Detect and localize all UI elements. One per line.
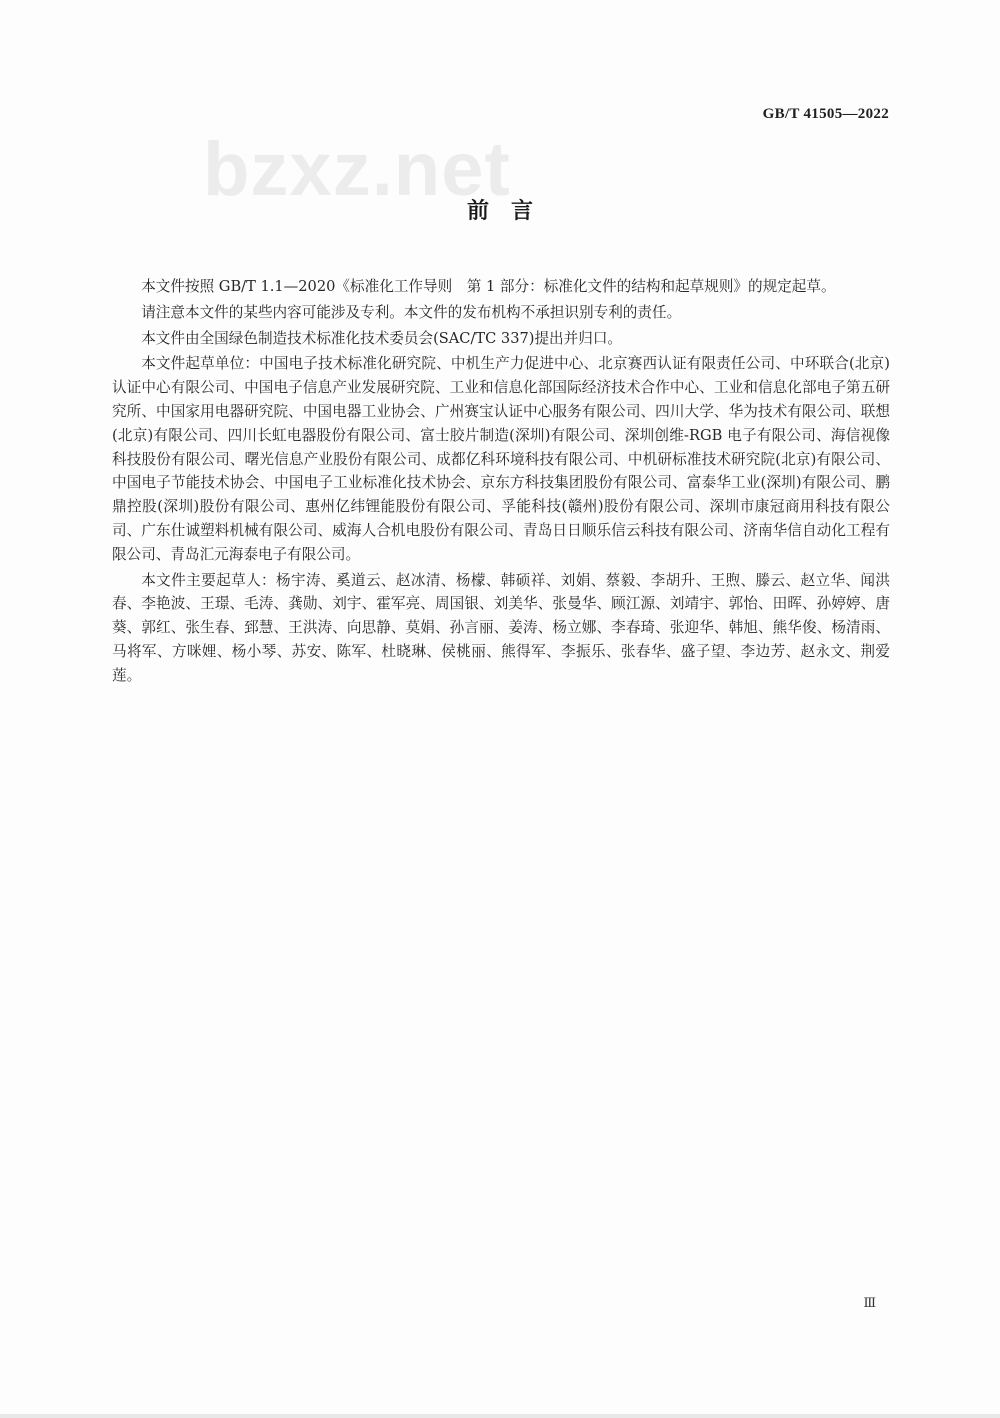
watermark-text: bzxz.net — [203, 127, 511, 212]
paragraph-patent-notice: 请注意本文件的某些内容可能涉及专利。本文件的发布机构不承担识别专利的责任。 — [141, 303, 682, 321]
standard-number: GB/T 41505—2022 — [762, 106, 889, 122]
paragraph-drafters: 本文件主要起草人：杨宇涛、奚道云、赵冰清、杨檬、韩硕祥、刘娟、蔡毅、李胡升、王煦、滕云、赵立华、闻洪春、李艳波、王璟、毛涛、龚勋、刘宇、霍军亮、周国银、刘美华、张曼华、顾江源、刘靖宇、郭怡、田晖、孙婷婷、唐葵、郭红、张生春、郅慧、王洪涛、向思静、莫娟、孙言丽、姜涛、杨立娜、李春琦、张迎华、韩旭、熊华俊、杨清雨、马将军、方咪娌、杨小琴、苏安、陈军、杜晓琳、侯桃丽、熊得军、李振乐、张春华、盛子望、李边芳、赵永文、荆爱莲。 — [112, 571, 890, 684]
page-number: Ⅲ — [863, 1296, 876, 1311]
page-title: 前言 — [466, 199, 555, 224]
foreword-body — [112, 275, 890, 690]
paragraph-drafting-rules: 本文件按照 GB/T 1.1—2020《标准化工作导则 第 1 部分：标准化文件的结构和起草规则》的规定起草。 — [141, 278, 836, 295]
page-edge-divider — [0, 1414, 1000, 1418]
paragraph-drafting-units: 本文件起草单位：中国电子技术标准化研究院、中机生产力促进中心、北京赛西认证有限责任公司、中环联合(北京)认证中心有限公司、中国电子信息产业发展研究院、工业和信息化部国际经济技术合作中心、工业和信息化部电子第五研究所、中国家用电器研究院、中国电器工业协会、广州赛宝认证中心服务有限公司、四川大学、华为技术有限公司、联想(北京)有限公司、四川长虹电器股份有限公司、富士胶片制造(深圳)有限公司、深圳创维-RGB 电子有限公司、海信视像科技股份有限公司、曙光信息产业股份有限公司、成都亿科环境科技有限公司、中机研标准技术研究院(北京)有限公司、中国电子节能技术协会、中国电子工业标准化技术协会、京东方科技集团股份有限公司、富泰华工业(深圳)有限公司、鹏鼎控股(深圳)股份有限公司、惠州亿纬锂能股份有限公司、孚能科技(赣州)股份有限公司、深圳市康冠商用科技有限公司、广东仕诚塑料机械有限公司、威海人合机电股份有限公司、青岛日日顺乐信云科技有限公司、济南华信自动化工程有限公司、青岛汇元海泰电子有限公司。 — [112, 355, 890, 563]
paragraph-proposing-body: 本文件由全国绿色制造技术标准化技术委员会(SAC/TC 337)提出并归口。 — [141, 329, 623, 347]
